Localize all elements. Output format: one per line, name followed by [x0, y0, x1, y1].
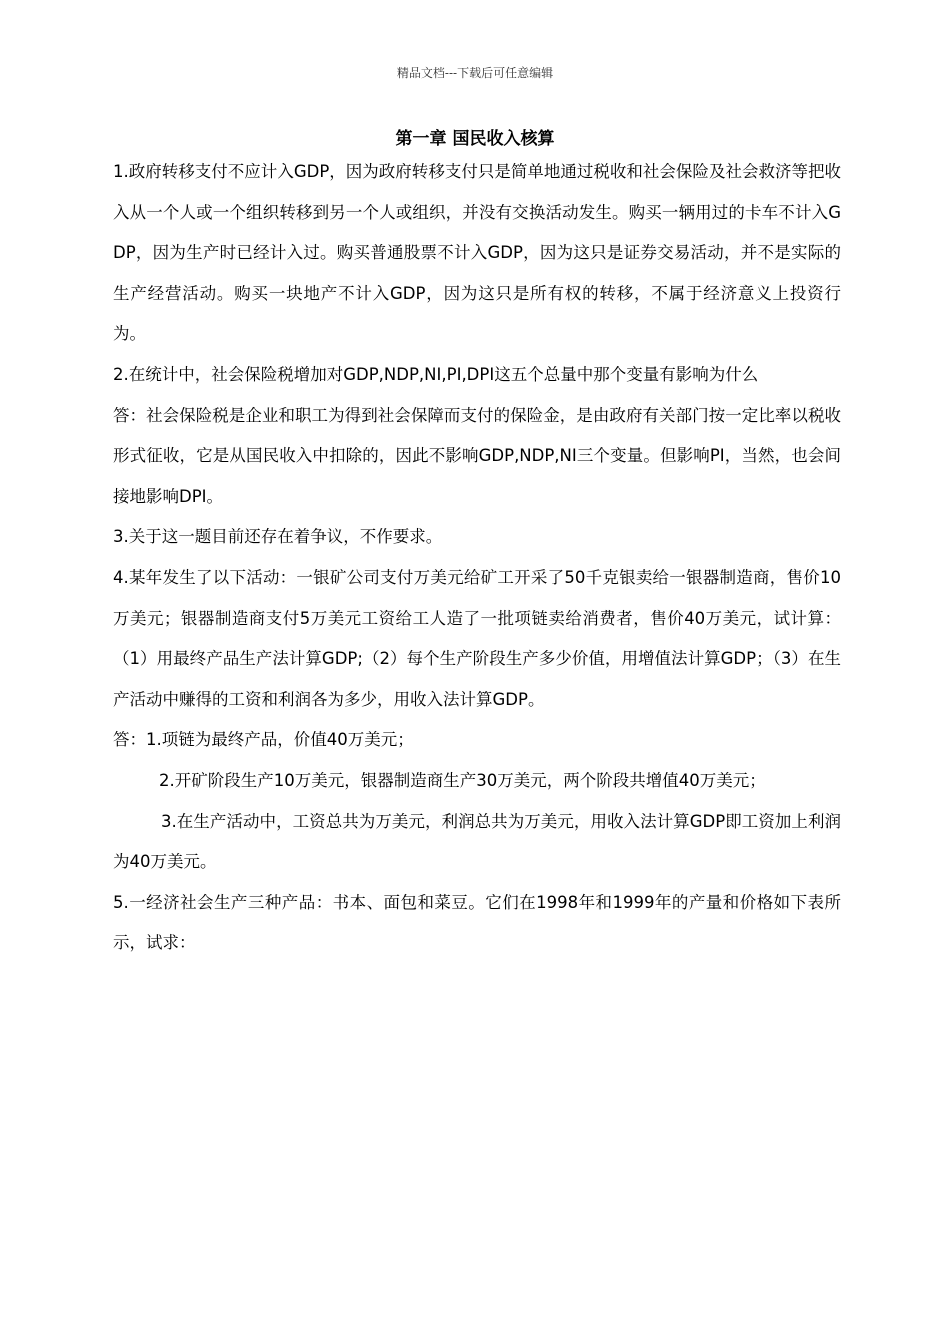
paragraph-q1-answer: 1.政府转移支付不应计入GDP，因为政府转移支付只是简单地通过税收和社会保险及社会救济等把收入从一个人或一个组织转移到另一个人或组织，并没有交换活动发生。购买一辆用过的卡车不计入GDP，因为生产时已经计入过。购买普通股票不计入GDP，因为这只是证券交易活动，并不是实际的生产经营活动。购买一块地产不计入GDP，因为这只是所有权的转移，不属于经济意义上投资行为。	[113, 162, 841, 344]
paragraph-q4: 4.某年发生了以下活动：一银矿公司支付万美元给矿工开采了50千克银卖给一银器制造商，售价10万美元；银器制造商支付5万美元工资给工人造了一批项链卖给消费者，售价40万美元，试计算：（1）用最终产品生产法计算GDP;（2）每个生产阶段生产多少价值，用增值法计算GDP；（3）在生产活动中赚得的工资和利润各为多少，用收入法计算GDP。	[113, 567, 841, 709]
paragraph-q2-answer: 答：社会保险税是企业和职工为得到社会保障而支付的保险金，是由政府有关部门按一定比率以税收形式征收，它是从国民收入中扣除的，因此不影响GDP,NDP,NI三个变量。但影响PI，当然，也会间接地影响DPI。	[113, 405, 841, 506]
paragraph-q3: 3.关于这一题目前还存在着争议，不作要求。	[113, 527, 443, 547]
page-header: 精品文档---下载后可任意编辑	[396, 66, 554, 80]
paragraph-q5: 5.一经济社会生产三种产品：书本、面包和菜豆。它们在1998年和1999年的产量和价格如下表所示，试求：	[113, 892, 841, 953]
document-body	[113, 152, 841, 964]
paragraph-q4-answer-1: 答：1.项链为最终产品，价值40万美元；	[113, 730, 414, 750]
chapter-title: 第一章 国民收入核算	[395, 129, 555, 149]
paragraph-q2: 2.在统计中，社会保险税增加对GDP,NDP,NI,PI,DPI这五个总量中那个变量有影响为什么	[113, 364, 759, 384]
paragraph-q4-answer-2: 2.开矿阶段生产10万美元，银器制造商生产30万美元，两个阶段共增值40万美元；	[159, 770, 766, 790]
paragraph-q4-answer-3: 3.在生产活动中，工资总共为万美元，利润总共为万美元，用收入法计算GDP即工资加上利润为40万美元。	[113, 811, 841, 872]
